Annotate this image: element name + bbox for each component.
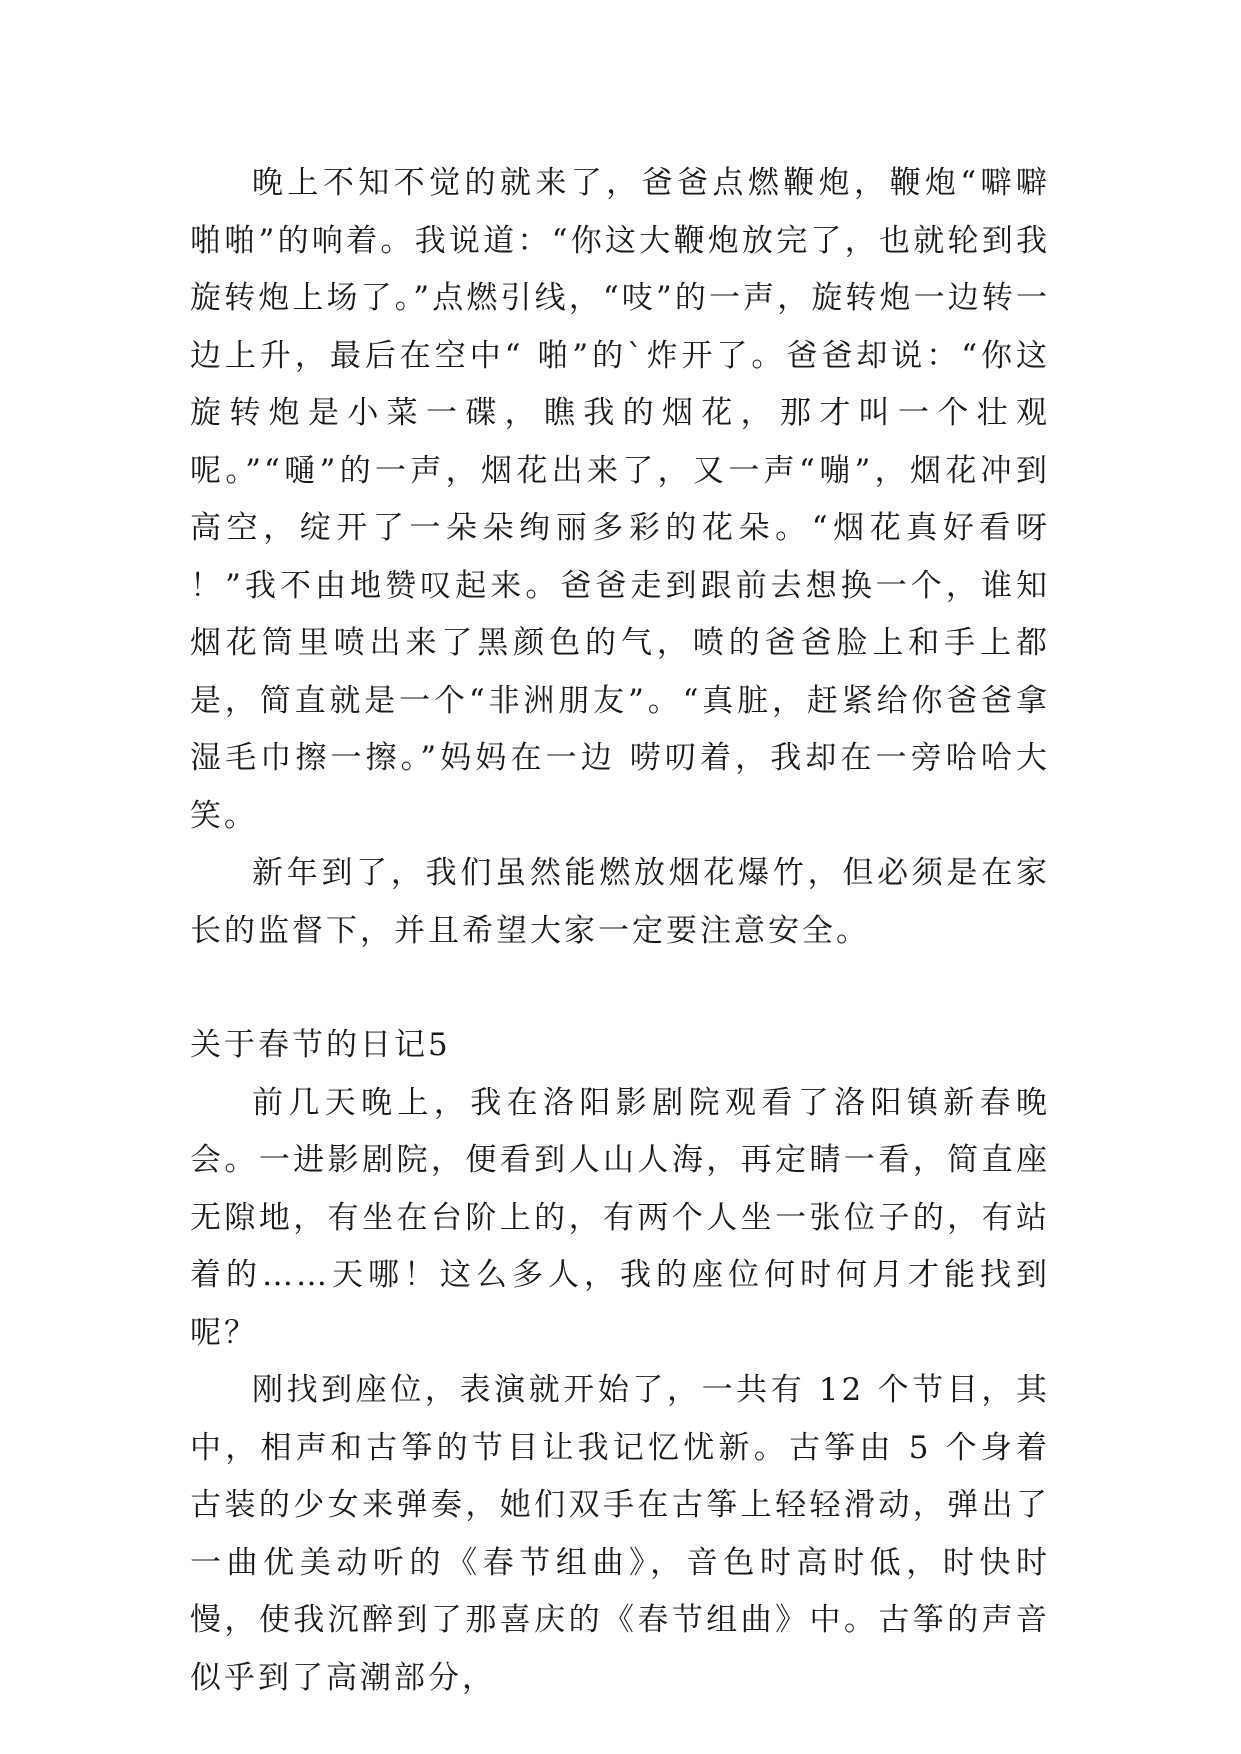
paragraph-guzheng: 刚找到座位，表演就开始了，一共有 12 个节目，其中，相声和古筝的节目让我记忆忧新。古筝由 5 个身着古装的少女来弹奏，她们双手在古筝上轻轻滑动，弹出了一曲优美动听的《春节组曲》，音色时高时低，时快时慢，使我沉醉到了那喜庆的《春节组曲》中。古筝的声音似乎到了高潮部分， [190, 1372, 1050, 1696]
document-body [190, 155, 1050, 1707]
paragraph-theater: 前几天晚上，我在洛阳影剧院观看了洛阳镇新春晚会。一进影剧院，便看到人山人海，再定睛一看，简直座无隙地，有坐在台阶上的，有两个人坐一张位子的，有站着的……天哪！这么多人，我的座位何时何月才能找到呢？ [190, 1084, 1050, 1351]
paragraph-safety: 新年到了，我们虽然能燃放烟花爆竹，但必须是在家长的监督下，并且希望大家一定要注意安全。 [190, 855, 1050, 949]
paragraph-fireworks: 晚上不知不觉的就来了，爸爸点燃鞭炮，鞭炮“噼噼啪啪”的响着。我说道：“你这大鞭炮放完了，也就轮到我旋转炮上场了。”点燃引线，“吱”的一声，旋转炮一边转一边上升，最后在空中“ 啪”的`炸开了。爸爸却说：“你这旋转炮是小菜一碟，瞧我的烟花，那才叫一个壮观呢。”“嗵”的一声，烟花出来了，又一声“嘣”，烟花冲到高空，绽开了一朵朵绚丽多彩的花朵。“烟花真好看呀 ！”我不由地赞叹起来。爸爸走到跟前去想换一个，谁知烟花筒里喷出来了黑颜色的气，喷的爸爸脸上和手上都是，简直就是一个“非洲朋友”。“真脏，赶紧给你爸爸拿湿毛巾擦一擦。”妈妈在一边 唠叨着，我却在一旁哈哈大笑。 [190, 165, 1050, 834]
section-heading: 关于春节的日记5 [190, 1027, 451, 1063]
